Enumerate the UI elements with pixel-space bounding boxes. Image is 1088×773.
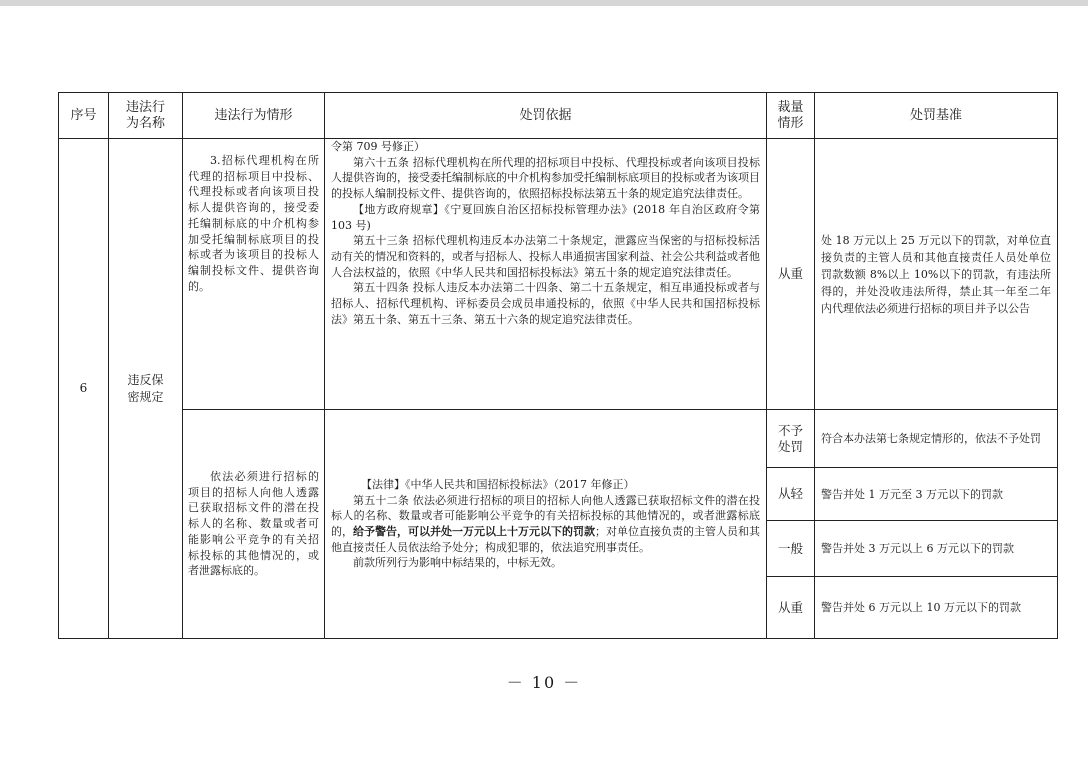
discretion-2a-text: 不予处罚 — [777, 422, 803, 454]
table-row — [59, 139, 1058, 410]
basis-2-last: 前款所列行为影响中标结果的，中标无效。 — [353, 556, 562, 570]
basis-2-post: ；对单位直接负责的主管人员和其他直接责任人员依法给予处分；构成犯罪的，依法追究刑事责任。 — [331, 525, 760, 554]
header-violation-name — [109, 93, 183, 139]
standard-cell-2d — [815, 577, 1058, 639]
basis-2-bold: 给予警告，可以并处一万元以上十万元以下的罚款 — [353, 525, 595, 538]
violation-name — [109, 139, 183, 639]
violation-name-text: 违反保密规定 — [127, 372, 164, 404]
basis-1-regulation: 【地方政府规章】《宁夏回族自治区招标投标管理办法》(2018 年自治区政府令第 103 号) — [331, 202, 760, 232]
basis-2-article-52 — [325, 493, 766, 556]
discretion-1: 从重 — [767, 139, 815, 410]
situation-cell-1 — [183, 139, 325, 410]
discretion-2a — [767, 410, 815, 468]
standard-text-2c: 警告并处 3 万元以上 6 万元以下的罚款 — [821, 542, 1014, 555]
discretion-2c: 一般 — [767, 521, 815, 577]
header-basis: 处罚依据 — [325, 93, 767, 139]
top-edge-bar — [0, 0, 1088, 6]
basis-cell-2 — [325, 410, 767, 639]
header-discretion — [767, 93, 815, 139]
header-no: 序号 — [59, 93, 109, 139]
standard-text-2a: 符合本办法第七条规定情形的，依法不予处罚 — [821, 432, 1041, 445]
basis-2-pre: 第五十二条 依法必须进行招标的项目的招标人向他人透露已获取招标文件的潜在投标人的名称、数量或者可能影响公平竞争的有关招标投标的其他情况的，或者泄露标底的， — [331, 493, 760, 538]
standard-text-2b: 警告并处 1 万元至 3 万元以下的罚款 — [821, 487, 1003, 501]
situation-text-2: 依法必须进行招标的项目的招标人向他人透露已获取招标文件的潜在投标人的名称、数量或者可能影响公平竞争的有关招标投标的其他情况的，或者泄露标底的。 — [188, 470, 319, 578]
page-number: － 10 － — [506, 673, 582, 692]
basis-1-article-65: 第六十五条 招标代理机构在所代理的招标项目中投标、代理投标或者向该项目投标人提供咨询的，接受委托编制标底的中介机构参加受托编制标底项目的投标或者为该项目的投标人编制投标文件、提供咨询的，依照招标投标法第五十条的规定追究法律责任。 — [331, 155, 760, 201]
header-standard: 处罚基准 — [815, 93, 1058, 139]
header-situation: 违法行为情形 — [183, 93, 325, 139]
standard-cell-2b — [815, 468, 1058, 521]
situation-cell-2 — [183, 410, 325, 639]
basis-1-line-0: 令第 709 号修正） — [331, 140, 425, 153]
standard-cell-2c — [815, 521, 1058, 577]
standard-cell-2a — [815, 410, 1058, 468]
standard-text-2d: 警告并处 6 万元以上 10 万元以下的罚款 — [821, 601, 1021, 614]
basis-1-article-53: 第五十三条 招标代理机构违反本办法第二十条规定，泄露应当保密的与招标投标活动有关的情况和资料的，或者与招标人、投标人串通损害国家利益、社会公共利益或者他人合法权益的，依照《中华人民共和国招标投标法》第五十条的规定追究法律责任。 — [331, 234, 760, 279]
discretion-2d: 从重 — [767, 577, 815, 639]
penalty-table — [58, 92, 1058, 639]
standard-cell-1 — [815, 139, 1058, 410]
header-discretion-text: 裁量情形 — [777, 99, 804, 131]
situation-text-1: 3.招标代理机构在所代理的招标项目中投标、代理投标或者向该项目投标人提供咨询的，接受委托编制标底的中介机构参加受托编制标底项目的投标或者为该项目的投标人编制投标文件、提供咨询的。 — [188, 154, 319, 293]
discretion-2b: 从轻 — [767, 468, 815, 521]
row-number: 6 — [59, 139, 109, 639]
table-row — [59, 410, 1058, 468]
basis-1-article-54: 第五十四条 投标人违反本办法第二十四条、第二十五条规定，相互串通投标或者与招标人、招标代理机构、评标委员会成员串通投标的，依照《中华人民共和国招标投标法》第五十条、第五十三条、第五十六条的规定追究法律责任。 — [331, 281, 760, 326]
basis-cell-1 — [325, 139, 767, 410]
standard-text-1: 处 18 万元以上 25 万元以下的罚款，对单位直接负责的主管人员和其他直接责任人员处单位罚款数额 8%以上 10%以下的罚款，有违法所得的，并处没收违法所得，禁止其一年至二年内代理依法必须进行招标的项目并予以公告 — [821, 233, 1051, 315]
header-violation-name-text: 违法行为名称 — [125, 99, 165, 131]
table-header-row — [59, 93, 1058, 139]
basis-2-law: 【法律】《中华人民共和国招标投标法》（2017 年修正） — [361, 477, 635, 491]
